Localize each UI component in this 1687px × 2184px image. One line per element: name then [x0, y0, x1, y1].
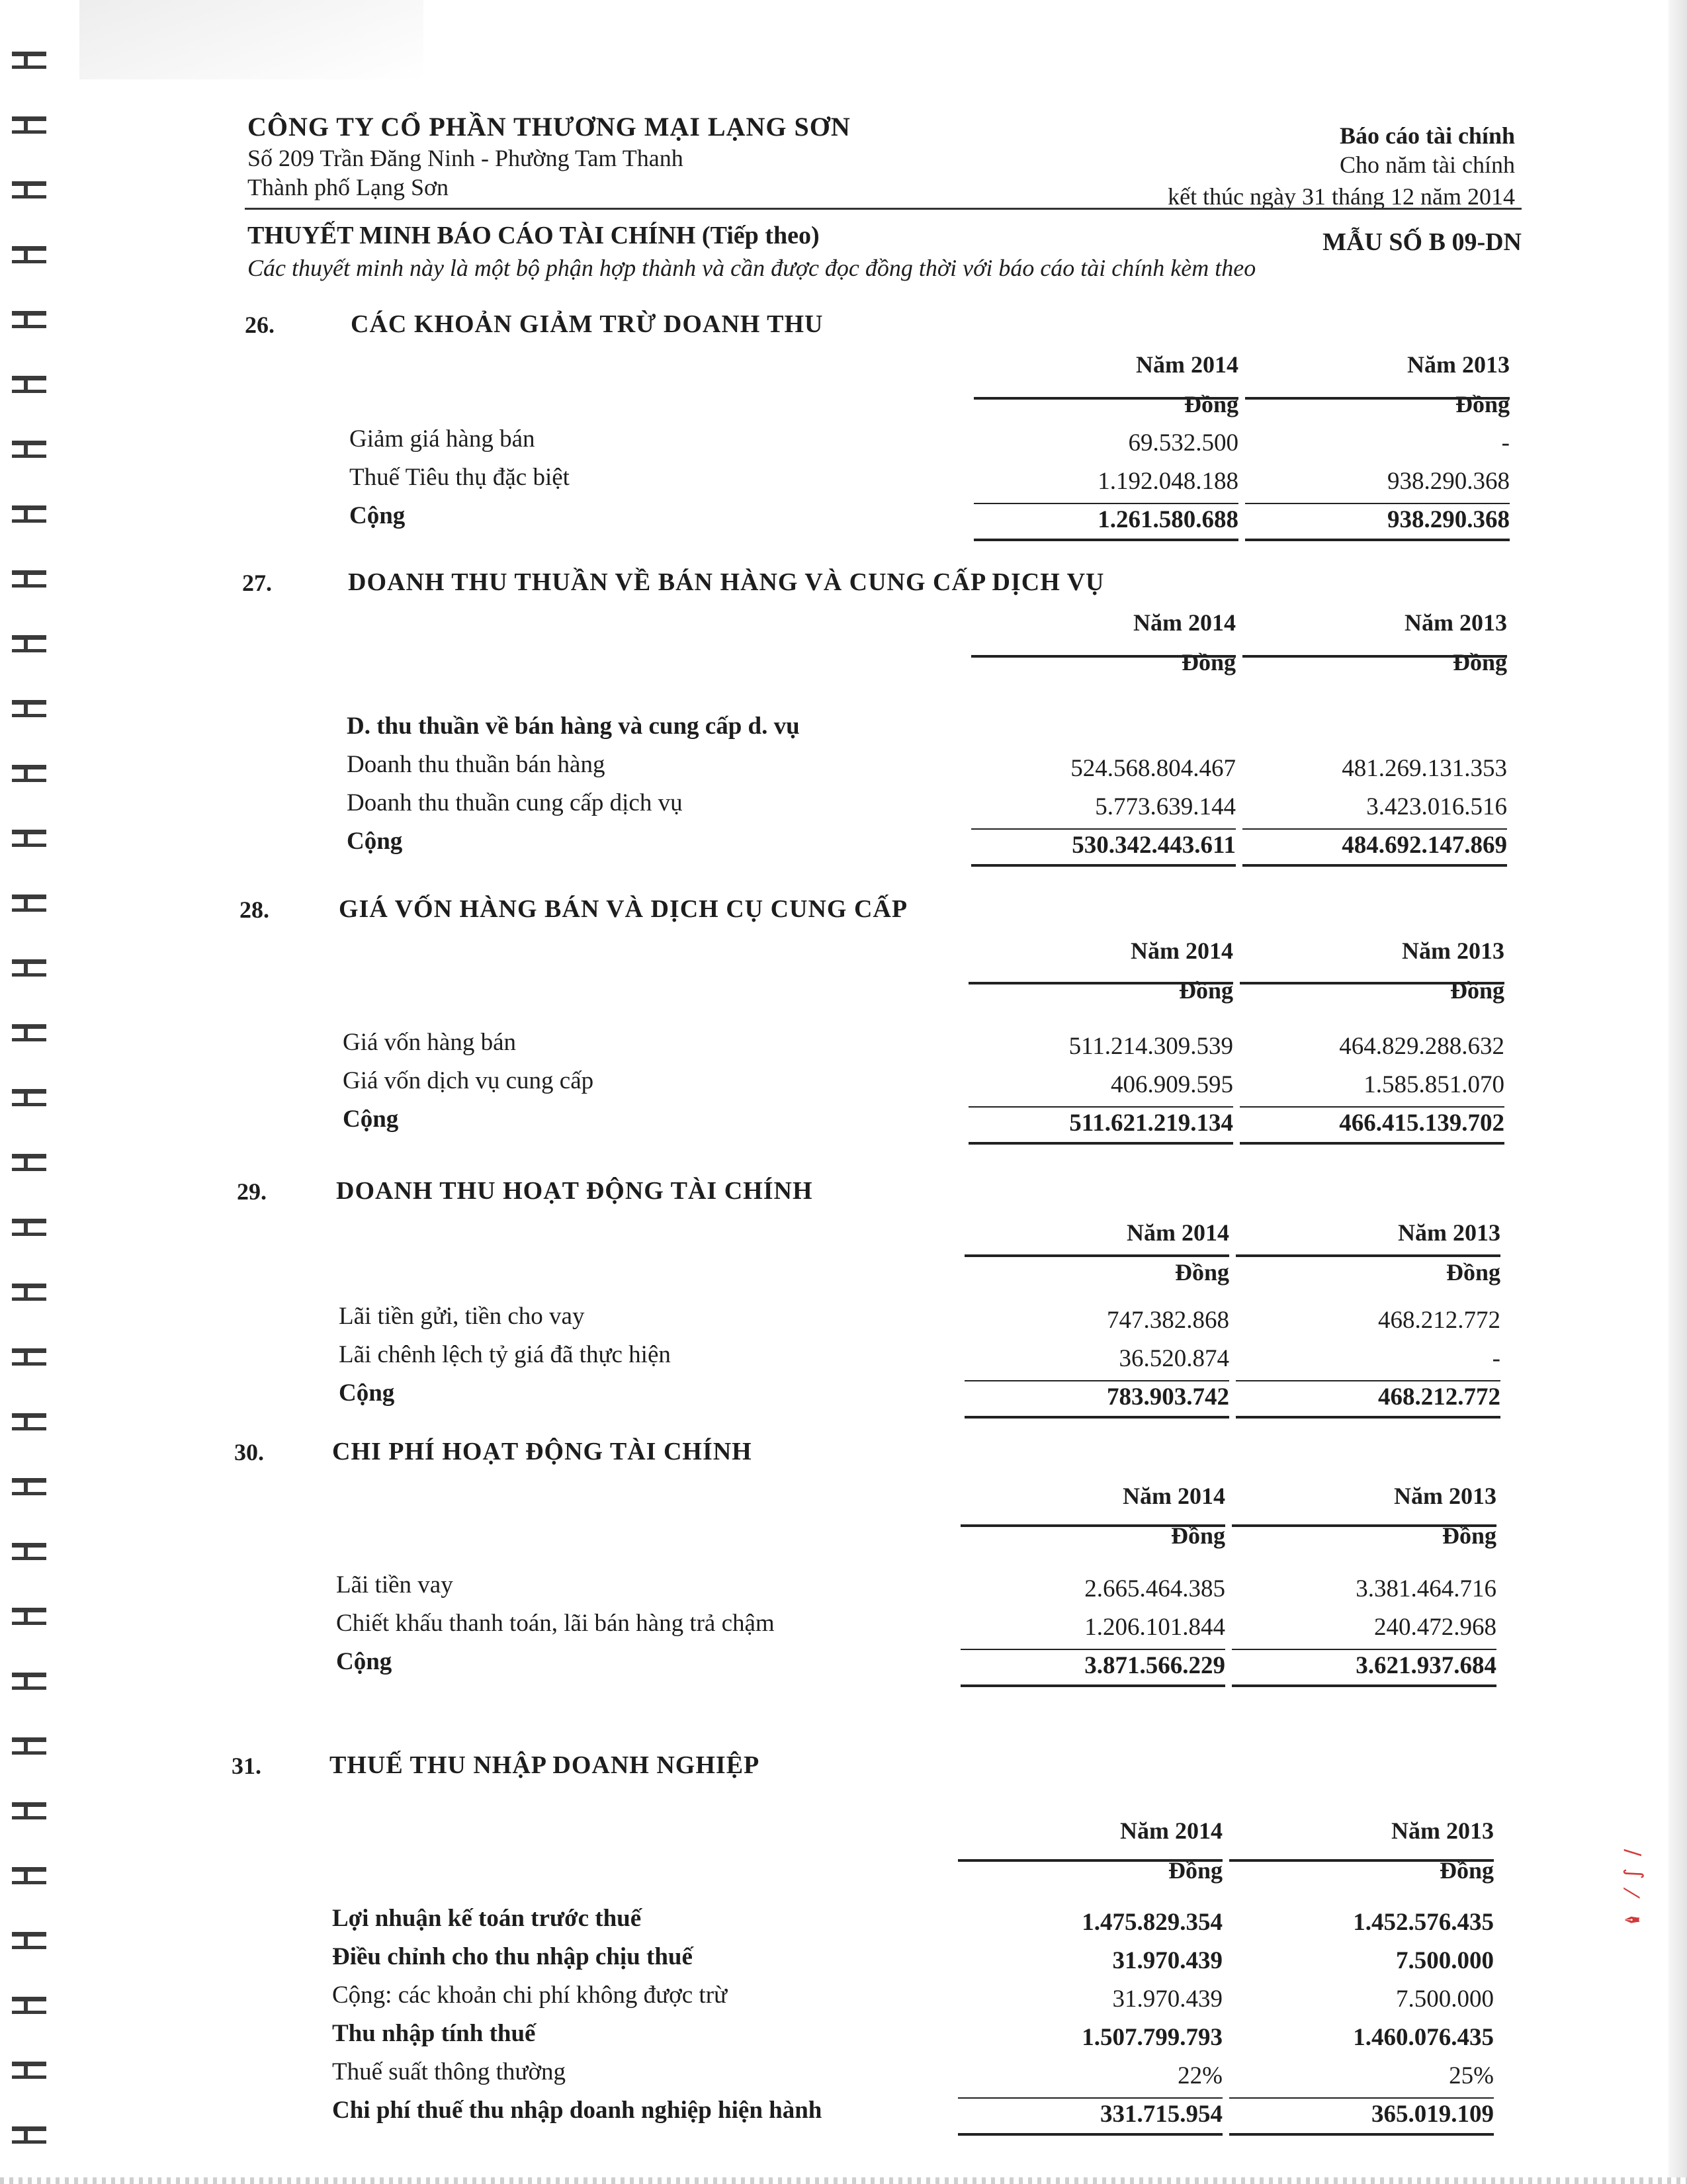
value-2014: 331.715.954 — [1100, 2101, 1223, 2128]
binder-hole — [12, 1802, 46, 1819]
column-unit-2013: Đồng — [1446, 1259, 1500, 1286]
report-period-line1: Cho năm tài chính — [1340, 152, 1515, 178]
section-title: GIÁ VỐN HÀNG BÁN VÀ DỊCH CỤ CUNG CẤP — [339, 895, 908, 923]
total-rule-top — [965, 1380, 1229, 1381]
total-rule-bottom — [965, 1416, 1229, 1419]
column-header-year-2014: Năm 2014 — [1120, 1817, 1223, 1844]
row-label: Lợi nhuận kế toán trước thuế — [332, 1905, 642, 1932]
binder-hole — [12, 570, 46, 588]
section-title: CÁC KHOẢN GIẢM TRỪ DOANH THU — [351, 310, 824, 338]
value-2014: 3.871.566.229 — [1084, 1652, 1225, 1679]
binder-hole — [12, 505, 46, 523]
total-rule-top — [1236, 1380, 1500, 1381]
column-header-year-2014: Năm 2014 — [1127, 1219, 1229, 1246]
value-2014: 406.909.595 — [1111, 1071, 1233, 1098]
header-rule — [961, 1524, 1225, 1527]
value-2014: 1.507.799.793 — [1082, 2024, 1223, 2051]
total-label: Cộng — [349, 502, 406, 529]
total-rule-bottom — [961, 1684, 1225, 1687]
value-2014: 1.261.580.688 — [1098, 506, 1238, 533]
total-label: Cộng — [336, 1648, 392, 1675]
total-rule-bottom — [971, 864, 1236, 867]
binder-hole — [12, 765, 46, 782]
column-unit-2013: Đồng — [1442, 1522, 1496, 1549]
value-2013: - — [1492, 1345, 1500, 1372]
value-2013: 481.269.131.353 — [1342, 755, 1507, 782]
column-header-year-2013: Năm 2013 — [1391, 1817, 1494, 1844]
total-rule-bottom — [1242, 864, 1507, 867]
row-label: Chi phí thuế thu nhập doanh nghiệp hiện hành — [332, 2097, 822, 2124]
red-stamp-signature: ✒ ⁄ ∫ ∕ — [1620, 1846, 1645, 1932]
header-rule — [965, 1254, 1229, 1257]
value-2013: 1.452.576.435 — [1353, 1909, 1494, 1936]
binder-hole — [12, 1997, 46, 2014]
value-2013: 7.500.000 — [1396, 1986, 1494, 2013]
section-title: DOANH THU HOẠT ĐỘNG TÀI CHÍNH — [336, 1177, 813, 1205]
total-rule-bottom — [1240, 1142, 1504, 1145]
binder-hole — [12, 830, 46, 847]
total-rule-bottom — [1245, 539, 1510, 541]
column-header-year-2014: Năm 2014 — [1123, 1483, 1225, 1509]
notes-title: THUYẾT MINH BÁO CÁO TÀI CHÍNH (Tiếp theo) — [247, 222, 820, 249]
row-label: Giá vốn dịch vụ cung cấp — [343, 1067, 594, 1094]
binder-hole — [12, 1543, 46, 1560]
binder-hole — [12, 52, 46, 69]
value-2013: 468.212.772 — [1378, 1307, 1500, 1334]
row-label: Lãi chênh lệch tỷ giá đã thực hiện — [339, 1341, 671, 1368]
header-rule — [1240, 982, 1504, 984]
column-header-year-2013: Năm 2013 — [1407, 351, 1510, 378]
value-2013: - — [1501, 429, 1510, 457]
column-unit-2013: Đồng — [1439, 1857, 1494, 1884]
total-label: Cộng — [339, 1379, 395, 1407]
value-2014: 2.665.464.385 — [1084, 1575, 1225, 1602]
binder-hole — [12, 1219, 46, 1236]
binder-hole — [12, 1348, 46, 1366]
column-header-year-2013: Năm 2013 — [1394, 1483, 1496, 1509]
section-number: 30. — [234, 1439, 264, 1465]
binder-hole — [12, 1284, 46, 1301]
row-label: Thuế Tiêu thụ đặc biệt — [349, 464, 570, 491]
binder-hole — [12, 1478, 46, 1495]
company-address-line2: Thành phố Lạng Sơn — [247, 174, 449, 200]
total-rule-top — [1240, 1106, 1504, 1108]
binder-hole — [12, 1413, 46, 1430]
section-title: THUẾ THU NHẬP DOANH NGHIỆP — [329, 1751, 760, 1779]
notes-subtitle: Các thuyết minh này là một bộ phận hợp thành và cần được đọc đồng thời với báo cáo tài chính kèm theo — [247, 255, 1256, 281]
binder-hole — [12, 376, 46, 393]
row-label: Doanh thu thuần bán hàng — [347, 751, 605, 778]
binder-hole — [12, 635, 46, 652]
binder-hole — [12, 1737, 46, 1755]
value-2013: 3.621.937.684 — [1356, 1652, 1496, 1679]
company-name: CÔNG TY CỔ PHẦN THƯƠNG MẠI LẠNG SƠN — [247, 112, 851, 142]
binder-hole — [12, 311, 46, 328]
column-unit-2014: Đồng — [1174, 1259, 1229, 1286]
value-2013: 938.290.368 — [1387, 506, 1510, 533]
column-unit-2013: Đồng — [1449, 977, 1504, 1004]
column-unit-2014: Đồng — [1184, 391, 1238, 417]
header-rule — [969, 982, 1233, 984]
value-2013: 938.290.368 — [1387, 468, 1510, 495]
row-label: Lãi tiền gửi, tiền cho vay — [339, 1303, 585, 1330]
binder-hole — [12, 1089, 46, 1106]
total-rule-top — [961, 1649, 1225, 1650]
value-2013: 25% — [1449, 2062, 1494, 2089]
value-2014: 31.970.439 — [1112, 1947, 1223, 1974]
total-rule-bottom — [1232, 1684, 1496, 1687]
binder-hole — [12, 1024, 46, 1041]
value-2014: 511.214.309.539 — [1068, 1033, 1233, 1060]
row-label: Giảm giá hàng bán — [349, 425, 535, 453]
header-rule — [958, 1859, 1223, 1862]
column-unit-2014: Đồng — [1168, 1857, 1223, 1884]
value-2014: 69.532.500 — [1128, 429, 1238, 457]
value-2014: 36.520.874 — [1119, 1345, 1229, 1372]
row-label: Chiết khấu thanh toán, lãi bán hàng trả chậm — [336, 1610, 775, 1637]
row-label: Doanh thu thuần cung cấp dịch vụ — [347, 789, 683, 816]
row-label: Thuế suất thông thường — [332, 2058, 566, 2085]
binder-hole — [12, 959, 46, 977]
binder-hole — [12, 895, 46, 912]
value-2013: 1.585.851.070 — [1363, 1071, 1504, 1098]
value-2013: 464.829.288.632 — [1339, 1033, 1504, 1060]
value-2014: 524.568.804.467 — [1070, 755, 1236, 782]
value-2014: 747.382.868 — [1107, 1307, 1229, 1334]
total-rule-top — [969, 1106, 1233, 1108]
binder-hole — [12, 1673, 46, 1690]
section-title: CHI PHÍ HOẠT ĐỘNG TÀI CHÍNH — [332, 1438, 752, 1465]
value-2014: 530.342.443.611 — [1072, 832, 1236, 859]
section-number: 29. — [237, 1178, 267, 1205]
column-unit-2014: Đồng — [1170, 1522, 1225, 1549]
binder-hole — [12, 181, 46, 198]
report-title: Báo cáo tài chính — [1339, 122, 1515, 149]
value-2014: 1.192.048.188 — [1098, 468, 1238, 495]
total-rule-top — [1232, 1649, 1496, 1650]
value-2014: 1.206.101.844 — [1084, 1614, 1225, 1641]
column-header-year-2014: Năm 2014 — [1136, 351, 1238, 378]
binder-hole — [12, 700, 46, 717]
total-rule-top — [974, 503, 1238, 504]
scan-shadow — [79, 0, 423, 79]
section-number: 27. — [242, 570, 272, 596]
value-2013: 365.019.109 — [1371, 2101, 1494, 2128]
section-number: 28. — [239, 896, 269, 923]
column-header-year-2013: Năm 2013 — [1402, 938, 1504, 964]
value-2014: 31.970.439 — [1112, 1986, 1223, 2013]
report-period-line2: kết thúc ngày 31 tháng 12 năm 2014 — [1168, 183, 1515, 210]
total-rule-bottom — [1236, 1416, 1500, 1419]
binder-hole — [12, 246, 46, 263]
binder-hole — [12, 1154, 46, 1171]
column-unit-2013: Đồng — [1455, 391, 1510, 417]
header-rule — [1229, 1859, 1494, 1862]
header-rule — [974, 397, 1238, 400]
company-address-line1: Số 209 Trần Đăng Ninh - Phường Tam Thanh — [247, 145, 683, 171]
row-label: Điều chỉnh cho thu nhập chịu thuế — [332, 1943, 693, 1970]
scan-bottom-edge — [0, 2177, 1687, 2184]
column-header-year-2014: Năm 2014 — [1131, 938, 1233, 964]
binder-hole — [12, 1932, 46, 1949]
row-label: Lãi tiền vay — [336, 1571, 453, 1598]
header-rule — [971, 655, 1236, 658]
value-2013: 3.423.016.516 — [1366, 793, 1507, 820]
value-2013: 7.500.000 — [1396, 1947, 1494, 1974]
binder-hole — [12, 441, 46, 458]
total-rule-top — [958, 2097, 1223, 2099]
total-rule-bottom — [969, 1142, 1233, 1145]
binder-hole — [12, 116, 46, 134]
section-number: 26. — [245, 312, 275, 338]
total-label: Cộng — [343, 1106, 399, 1133]
total-rule-top — [1242, 828, 1507, 830]
value-2014: 511.621.219.134 — [1069, 1110, 1233, 1137]
row-label: Cộng: các khoản chi phí không được trừ — [332, 1982, 728, 2009]
binder-hole — [12, 2126, 46, 2144]
header-rule — [1232, 1524, 1496, 1527]
value-2014: 22% — [1178, 2062, 1223, 2089]
binder-holes — [0, 0, 60, 2184]
total-rule-top — [1229, 2097, 1494, 2099]
value-2014: 5.773.639.144 — [1095, 793, 1236, 820]
header-rule — [1245, 397, 1510, 400]
value-2013: 466.415.139.702 — [1339, 1110, 1504, 1137]
total-rule-bottom — [958, 2133, 1223, 2136]
row-label: Thu nhập tính thuế — [332, 2020, 536, 2047]
total-rule-bottom — [1229, 2133, 1494, 2136]
column-header-year-2014: Năm 2014 — [1133, 609, 1236, 636]
value-2014: 1.475.829.354 — [1082, 1909, 1223, 1936]
header-rule — [1236, 1254, 1500, 1257]
value-2013: 240.472.968 — [1374, 1614, 1496, 1641]
form-code: MẪU SỐ B 09-DN — [1322, 228, 1522, 256]
total-label: Cộng — [347, 828, 403, 855]
value-2014: 783.903.742 — [1107, 1383, 1229, 1411]
total-rule-top — [1245, 503, 1510, 504]
total-rule-bottom — [974, 539, 1238, 541]
header-divider — [245, 208, 1522, 210]
column-unit-2013: Đồng — [1452, 649, 1507, 676]
header-rule — [1242, 655, 1507, 658]
scan-right-edge — [1668, 0, 1687, 2184]
value-2013: 484.692.147.869 — [1342, 832, 1507, 859]
total-rule-top — [971, 828, 1236, 830]
section-number: 31. — [232, 1753, 261, 1779]
column-header-year-2013: Năm 2013 — [1405, 609, 1507, 636]
value-2013: 468.212.772 — [1378, 1383, 1500, 1411]
column-header-year-2013: Năm 2013 — [1398, 1219, 1500, 1246]
row-label: Giá vốn hàng bán — [343, 1029, 517, 1056]
binder-hole — [12, 1608, 46, 1625]
column-unit-2014: Đồng — [1181, 649, 1236, 676]
row-label: D. thu thuần về bán hàng và cung cấp d. vụ — [347, 713, 800, 740]
binder-hole — [12, 2062, 46, 2079]
value-2013: 1.460.076.435 — [1353, 2024, 1494, 2051]
value-2013: 3.381.464.716 — [1356, 1575, 1496, 1602]
section-title: DOANH THU THUẦN VỀ BÁN HÀNG VÀ CUNG CẤP DỊCH VỤ — [348, 568, 1105, 596]
column-unit-2014: Đồng — [1178, 977, 1233, 1004]
binder-hole — [12, 1867, 46, 1884]
